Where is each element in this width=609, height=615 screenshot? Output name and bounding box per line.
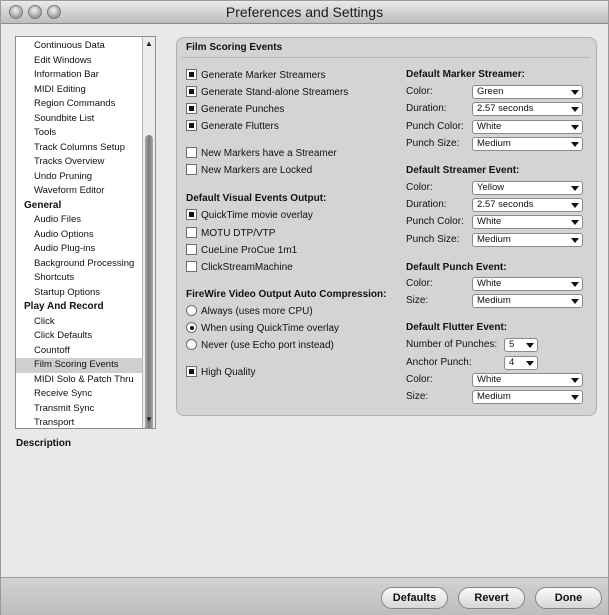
clickstreammachine-checkbox[interactable]: ClickStreamMachine <box>186 261 293 273</box>
marker-punch-size-popup[interactable]: Medium <box>472 137 583 151</box>
marker-duration-label: Duration: <box>406 103 447 114</box>
chevron-down-icon <box>571 220 579 225</box>
sidebar-item-click-defaults[interactable]: Click Defaults <box>34 330 93 341</box>
preferences-category-list[interactable] <box>15 36 156 429</box>
streamer-event-heading: Default Streamer Event: <box>406 165 520 176</box>
anchor-punch-label: Anchor Punch: <box>406 357 472 368</box>
punch-size-popup[interactable]: Medium <box>472 294 583 308</box>
sidebar-group-play-and-record: Play And Record <box>24 301 104 312</box>
sidebar-item-audio-plug-ins[interactable]: Audio Plug-ins <box>34 243 96 254</box>
category-items <box>16 39 142 429</box>
sidebar-item-click[interactable]: Click <box>34 315 55 327</box>
sidebar-item-background-processing[interactable]: Background Processing <box>34 257 135 269</box>
chevron-down-icon <box>571 238 579 243</box>
streamer-punch-color-label: Punch Color: <box>406 216 464 227</box>
chevron-down-icon <box>571 107 579 112</box>
chevron-down-icon <box>571 282 579 287</box>
chevron-down-icon <box>571 186 579 191</box>
done-button[interactable]: Done <box>535 587 602 609</box>
generate-flutters-checkbox[interactable]: Generate Flutters <box>186 120 279 132</box>
sidebar-item-receive-sync[interactable]: Receive Sync <box>34 388 93 399</box>
sidebar-item-information-bar[interactable]: Information Bar <box>34 69 99 80</box>
firewire-heading: FireWire Video Output Auto Compression: <box>186 289 387 300</box>
sidebar-item-soundbite-list[interactable]: Soundbite List <box>34 112 95 124</box>
visual-output-heading: Default Visual Events Output: <box>186 193 327 204</box>
marker-punch-color-label: Punch Color: <box>406 121 464 132</box>
punch-color-label: Color: <box>406 278 433 289</box>
scroll-down-arrow-icon[interactable]: ▼ <box>145 415 153 424</box>
streamer-punch-size-popup[interactable]: Medium <box>472 233 583 247</box>
chevron-down-icon <box>526 343 534 348</box>
description-label: Description <box>16 438 72 449</box>
compression-never-radio[interactable]: Never (use Echo port instead) <box>186 339 334 351</box>
chevron-down-icon <box>571 142 579 147</box>
streamer-duration-popup[interactable]: 2.57 seconds <box>472 198 583 212</box>
flutter-color-popup[interactable]: White <box>472 373 583 387</box>
new-markers-locked-checkbox[interactable]: New Markers are Locked <box>186 164 312 176</box>
punch-size-label: Size: <box>406 295 429 306</box>
punch-color-popup[interactable]: White <box>472 277 583 291</box>
anchor-punch-popup[interactable]: 4 <box>504 356 538 370</box>
sidebar-item-tracks-overview[interactable]: Tracks Overview <box>34 156 105 167</box>
flutter-size-popup[interactable]: Medium <box>472 390 583 404</box>
title-bar <box>1 1 608 24</box>
checkbox-box[interactable] <box>186 227 197 238</box>
checkbox-box[interactable] <box>186 261 197 272</box>
generate-punches-checkbox[interactable]: Generate Punches <box>186 103 284 115</box>
defaults-button[interactable]: Defaults <box>381 587 448 609</box>
flutter-event-heading: Default Flutter Event: <box>406 322 508 333</box>
sidebar-item-region-commands[interactable]: Region Commands <box>34 98 116 109</box>
radio-button[interactable] <box>186 305 197 316</box>
compression-always-radio[interactable]: Always (uses more CPU) <box>186 305 313 317</box>
streamer-color-popup[interactable]: Yellow <box>472 181 583 195</box>
sidebar-group-general: General <box>24 199 62 211</box>
sidebar-item-film-scoring-events[interactable]: Film Scoring Events <box>16 358 142 373</box>
chevron-down-icon <box>571 299 579 304</box>
checkbox-box[interactable] <box>186 86 197 97</box>
quicktime-overlay-checkbox[interactable]: QuickTime movie overlay <box>186 209 313 221</box>
sidebar-item-continuous-data[interactable]: Continuous Data <box>34 40 105 51</box>
chevron-down-icon <box>571 203 579 208</box>
number-of-punches-popup[interactable]: 5 <box>504 338 538 352</box>
sidebar-item-audio-options[interactable]: Audio Options <box>34 228 94 240</box>
sidebar-item-tools[interactable]: Tools <box>34 127 57 138</box>
sidebar-item-transport[interactable]: Transport <box>34 417 75 428</box>
sidebar-item-midi-solo-and-patch-thru[interactable]: MIDI Solo & Patch Thru <box>34 373 134 385</box>
chevron-down-icon <box>571 125 579 130</box>
marker-streamer-heading: Default Marker Streamer: <box>406 69 525 80</box>
marker-punch-size-label: Punch Size: <box>406 138 460 149</box>
sidebar-item-shortcuts[interactable]: Shortcuts <box>34 272 75 283</box>
sidebar-item-countoff[interactable]: Countoff <box>34 344 70 356</box>
sidebar-item-startup-options[interactable]: Startup Options <box>34 286 101 298</box>
checkbox-box[interactable] <box>186 120 197 131</box>
sidebar-item-midi-editing[interactable]: MIDI Editing <box>34 83 86 95</box>
generate-marker-streamers-checkbox[interactable]: Generate Marker Streamers <box>186 69 326 81</box>
generate-standalone-streamers-checkbox[interactable]: Generate Stand-alone Streamers <box>186 86 348 98</box>
sidebar-item-edit-windows[interactable]: Edit Windows <box>34 54 92 66</box>
sidebar-item-transmit-sync[interactable]: Transmit Sync <box>34 402 95 414</box>
scroll-up-arrow-icon[interactable]: ▲ <box>145 39 153 48</box>
marker-color-label: Color: <box>406 86 433 97</box>
chevron-down-icon <box>571 90 579 95</box>
marker-duration-popup[interactable]: 2.57 seconds <box>472 102 583 116</box>
radio-button[interactable] <box>186 322 197 333</box>
flutter-size-label: Size: <box>406 391 429 402</box>
motu-dtp-vtp-checkbox[interactable]: MOTU DTP/VTP <box>186 227 275 239</box>
chevron-down-icon <box>571 378 579 383</box>
streamer-duration-label: Duration: <box>406 199 447 210</box>
sidebar-scrollbar[interactable] <box>142 37 155 428</box>
flutter-color-label: Color: <box>406 374 433 385</box>
checkbox-box[interactable] <box>186 209 197 220</box>
scroll-thumb[interactable] <box>145 135 153 429</box>
new-markers-streamer-checkbox[interactable]: New Markers have a Streamer <box>186 147 337 159</box>
streamer-punch-color-popup[interactable]: White <box>472 215 583 229</box>
sidebar-item-track-columns-setup[interactable]: Track Columns Setup <box>34 141 125 153</box>
marker-punch-color-popup[interactable]: White <box>472 120 583 134</box>
checkbox-box[interactable] <box>186 69 197 80</box>
streamer-punch-size-label: Punch Size: <box>406 234 460 245</box>
window-title: Preferences and Settings <box>225 4 384 20</box>
checkbox-box[interactable] <box>186 366 197 377</box>
sidebar-item-waveform-editor[interactable]: Waveform Editor <box>34 185 105 196</box>
checkbox-box[interactable] <box>186 244 197 255</box>
marker-color-popup[interactable]: Green <box>472 85 583 99</box>
chevron-down-icon <box>571 395 579 400</box>
checkbox-box[interactable] <box>186 103 197 114</box>
cueline-procue-checkbox[interactable]: CueLine ProCue 1m1 <box>186 244 297 256</box>
checkbox-box[interactable] <box>186 164 197 175</box>
radio-button[interactable] <box>186 339 197 350</box>
chevron-down-icon <box>526 361 534 366</box>
sidebar-item-undo-pruning[interactable]: Undo Pruning <box>34 170 93 182</box>
punch-event-heading: Default Punch Event: <box>406 262 507 273</box>
compression-quicktime-radio[interactable]: When using QuickTime overlay <box>186 322 339 334</box>
panel-title: Film Scoring Events <box>186 42 283 53</box>
streamer-color-label: Color: <box>406 182 433 193</box>
checkbox-box[interactable] <box>186 147 197 158</box>
number-of-punches-label: Number of Punches: <box>406 339 498 350</box>
revert-button[interactable]: Revert <box>458 587 525 609</box>
panel-divider <box>182 57 590 58</box>
high-quality-checkbox[interactable]: High Quality <box>186 366 255 378</box>
sidebar-item-audio-files[interactable]: Audio Files <box>34 214 81 225</box>
